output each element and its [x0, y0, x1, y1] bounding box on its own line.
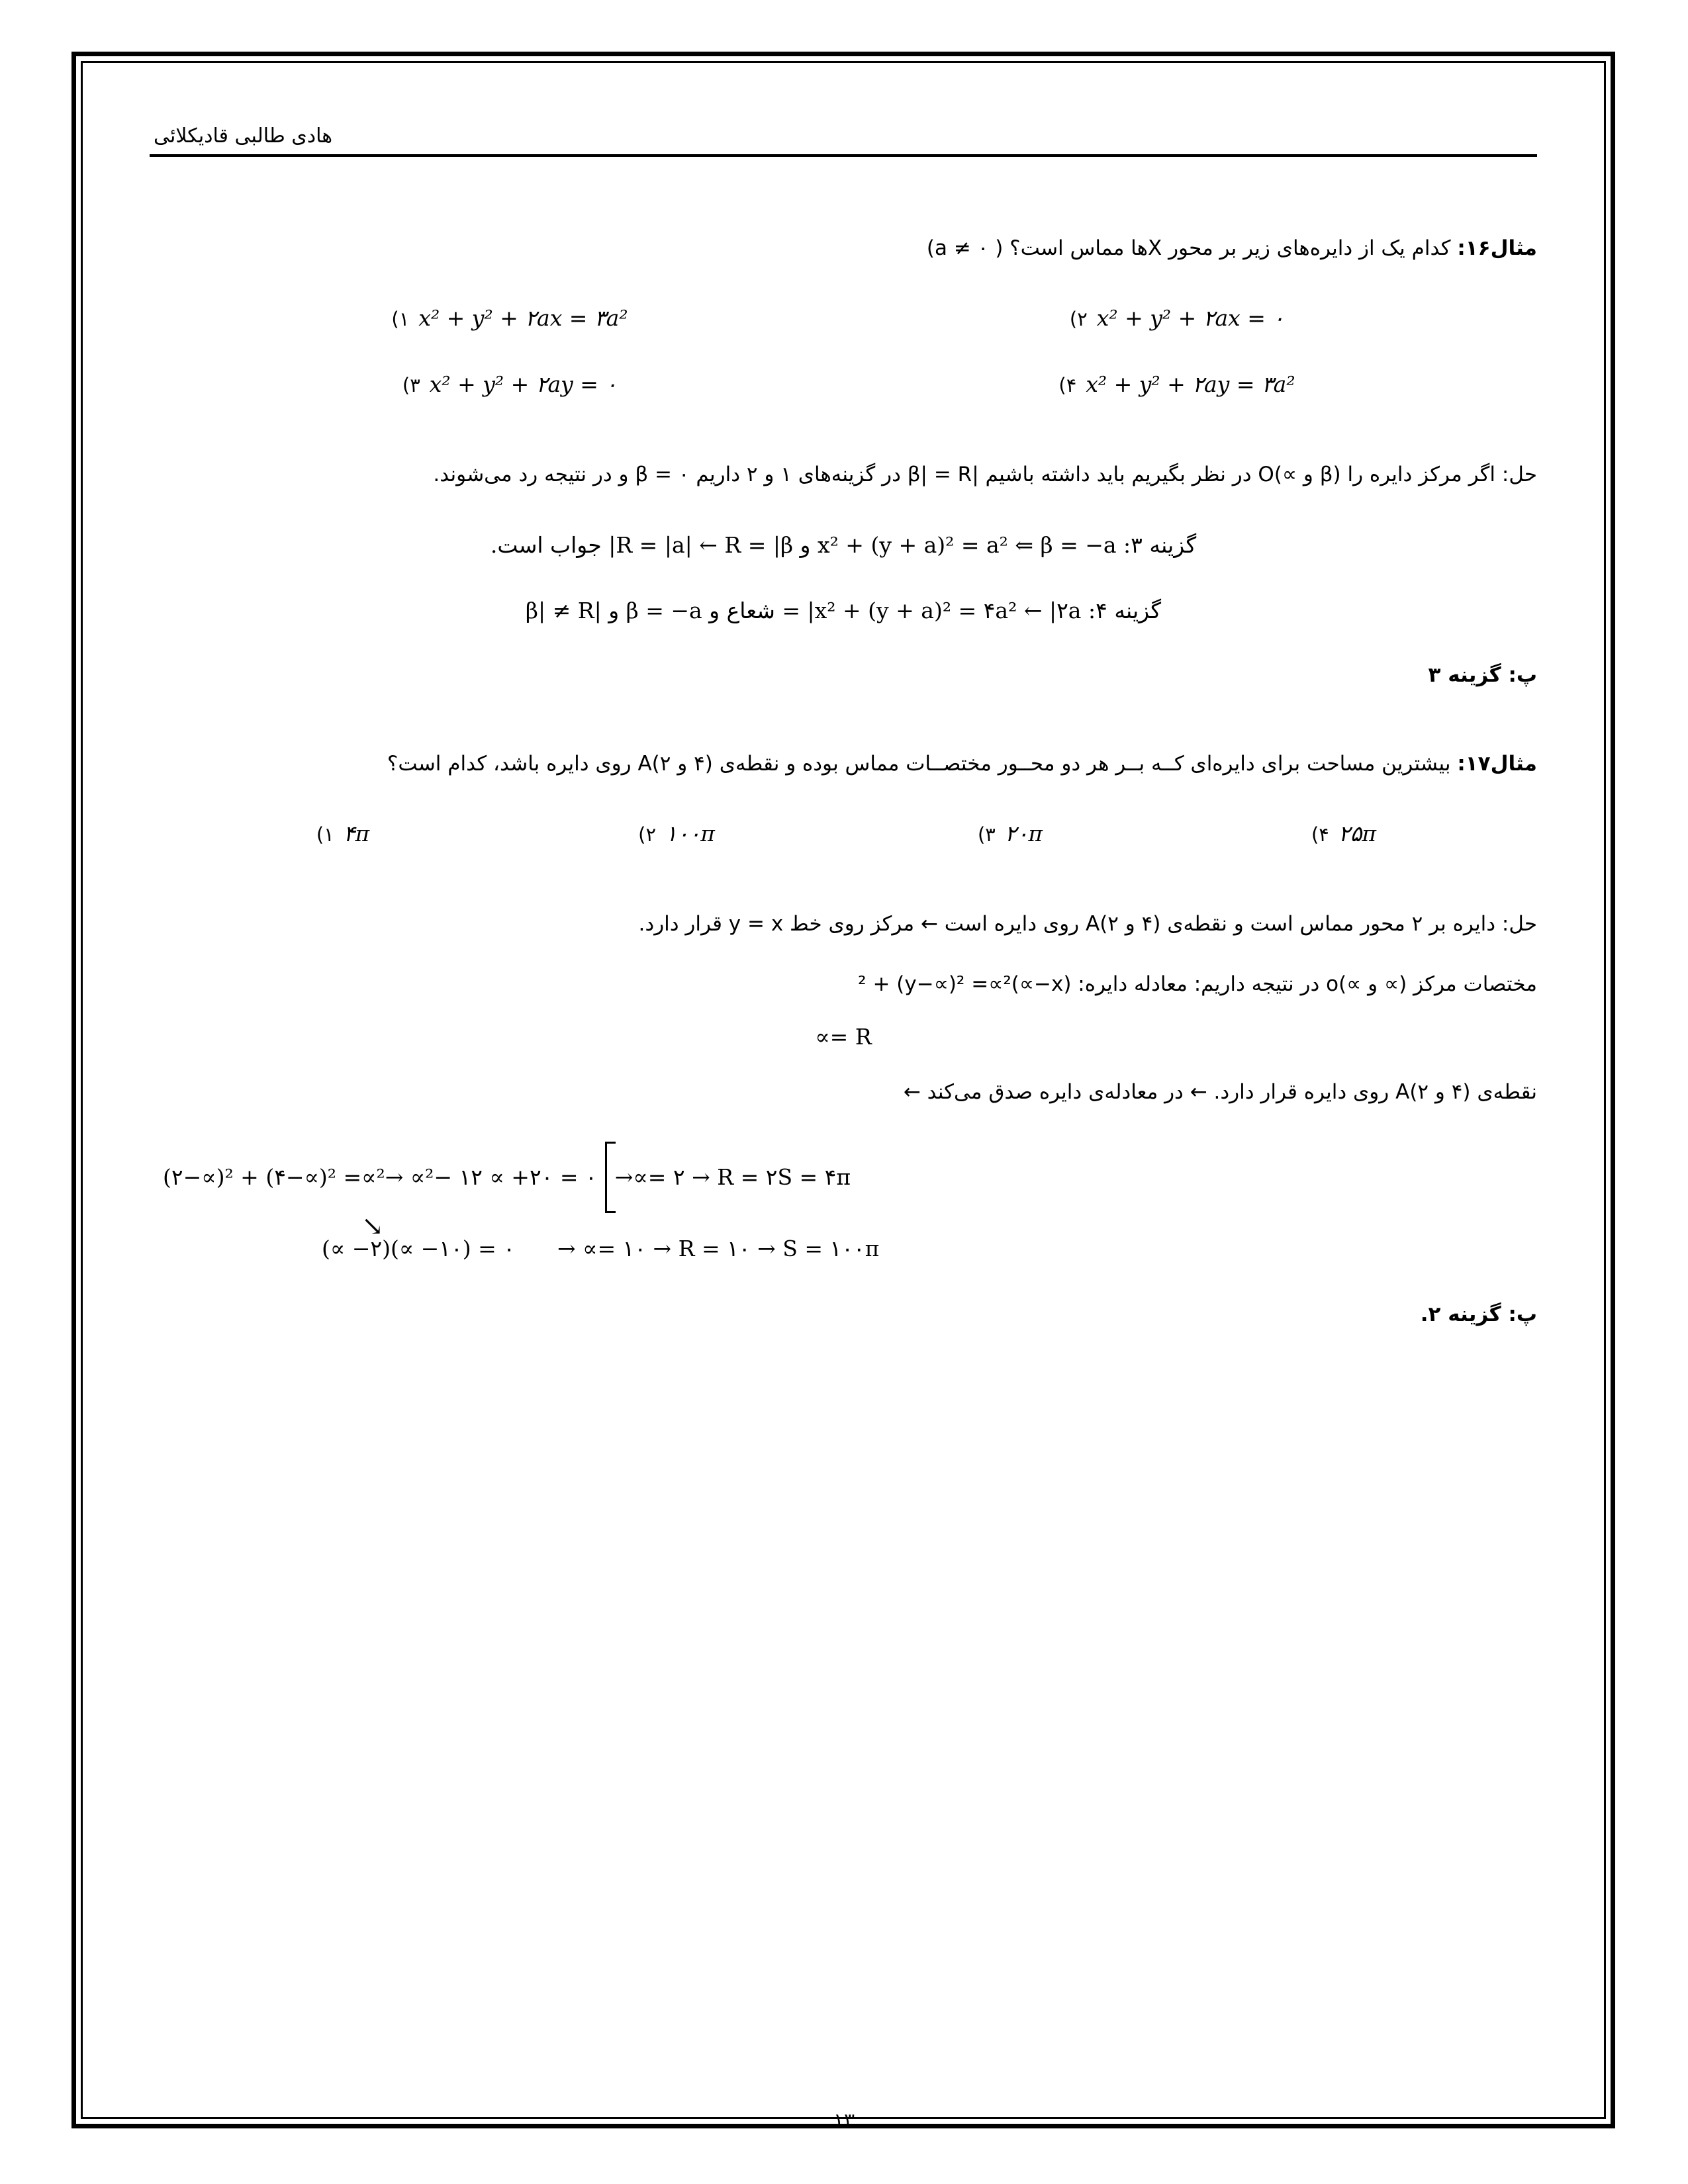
example16-question — [150, 228, 1537, 268]
example17-radius-equation: R =∝ — [815, 1024, 872, 1050]
example16-label: مثال۱۶: — [1457, 236, 1537, 260]
example17-option-4[interactable] — [1177, 821, 1511, 847]
example16-option-4[interactable] — [843, 371, 1511, 398]
example16-option-4-num: ۴) — [1058, 374, 1077, 397]
example17-option-1[interactable] — [176, 821, 510, 847]
example17-option-3[interactable] — [843, 821, 1177, 847]
system-bracket — [605, 1142, 607, 1213]
example17-option-2-expr: ۱۰۰π — [665, 821, 715, 847]
example17-option-3-expr: ۲۰π — [1004, 821, 1043, 847]
example16-option-4-expr: x² + y² + ۲ay = ۳a² — [1086, 371, 1295, 398]
example16-answer: پ: گزینه ۳ — [1428, 662, 1537, 687]
system-row-1-left: (۲−∝)² + (۴−∝)² =∝²→ ∝²− ۱۲ ∝ +۲۰ = ۰ — [163, 1164, 597, 1191]
system-row-2 — [163, 1236, 1524, 1261]
example17-option-1-expr: ۴π — [343, 821, 370, 847]
example16-options-row-1 — [150, 305, 1537, 332]
example17-answer: پ: گزینه ۲. — [1420, 1302, 1537, 1326]
example16-option-3-expr: x² + y² + ۲ay = ۰ — [429, 371, 618, 398]
example17-system-block — [150, 1142, 1537, 1261]
example16-options-row-2 — [150, 371, 1537, 398]
example17-options-row — [150, 821, 1537, 847]
example16-option-1[interactable] — [176, 305, 843, 332]
example16-option-1-num: ۱) — [391, 308, 410, 331]
system-row-2-left: (∝ −۲)(∝ −۱۰) = ۰ — [322, 1235, 515, 1261]
example17-option-4-num: ۴) — [1311, 823, 1329, 846]
example17-option-2-num: ۲) — [638, 823, 657, 846]
example17-option-1-num: ۱) — [316, 823, 334, 846]
example16-option-2-num: ۲) — [1069, 308, 1088, 331]
example16-question-text: کدام یک از دایره‌های زیر بر محور Xها مماس است؟ ( ۰ ≠ a) — [926, 236, 1451, 260]
example16-solution-intro: حل: اگر مرکز دایره را (β و ∝)O در نظر بگیریم باید داشته باشیم |β| = R در گزینه‌های ۱ و ۲ داریم ۰ = β و در نتیجه رد می‌شوند. — [433, 463, 1537, 487]
example17-option-4-expr: ۲۵π — [1338, 821, 1377, 847]
page-number: ۱۳ — [833, 2109, 855, 2132]
author-name: هادی طالبی قادیکلائی — [154, 124, 333, 148]
example17-question-text: بیشترین مساحت برای دایره‌ای کــه بــر هر دو محــور مختصــات مماس بوده و نقطه‌ی (۴ و ۲)A روی دایره باشد، کدام است؟ — [387, 751, 1451, 776]
system-row-1-right: →∝= ۲ → R = ۲S = ۴π — [614, 1164, 851, 1191]
system-row-1 — [163, 1142, 1524, 1213]
page-content — [106, 86, 1581, 2091]
example16-case-4: گزینه ۴: x² + (y + a)² = ۴a² ← |۲a| = شعاع و β = −a و |β| ≠ R — [525, 597, 1162, 623]
down-right-arrow-icon: ↘ — [361, 1210, 384, 1242]
example17-question — [150, 744, 1537, 784]
example16-case-3: گزینه ۳: x² + (y + a)² = a² ⇐ β = −a و R = |a| ← R = |β| جواب است. — [490, 531, 1197, 558]
running-header — [150, 124, 1537, 157]
system-row-2-right: → ∝= ۱۰ → R = ۱۰ → S = ۱۰۰π — [557, 1235, 880, 1261]
example17-solution-line-2: مختصات مرکز (∝ و ∝)o در نتیجه داریم: معادله دایره: (x−∝)² + (y−∝)² =∝² — [858, 972, 1537, 996]
example17-solution-line-1: حل: دایره بر ۲ محور مماس است و نقطه‌ی (۴ و ۲)A روی دایره است ← مرکز روی خط y = x قرار دارد. — [638, 912, 1537, 936]
example17-option-2[interactable] — [510, 821, 843, 847]
example16-option-1-expr: x² + y² + ۲ax = ۳a² — [418, 305, 628, 332]
example16-option-2-expr: x² + y² + ۲ax = ۰ — [1096, 305, 1285, 332]
example16-option-3-num: ۳) — [402, 374, 420, 397]
example17-solution-line-4: نقطه‌ی (۴ و ۲)A روی دایره قرار دارد. ← در معادله‌ی دایره صدق می‌کند ← — [903, 1080, 1537, 1105]
example16-option-2[interactable] — [843, 305, 1511, 332]
example16-option-3[interactable] — [176, 371, 843, 398]
example17-option-3-num: ۳) — [977, 823, 996, 846]
example17-label: مثال۱۷: — [1457, 751, 1537, 776]
